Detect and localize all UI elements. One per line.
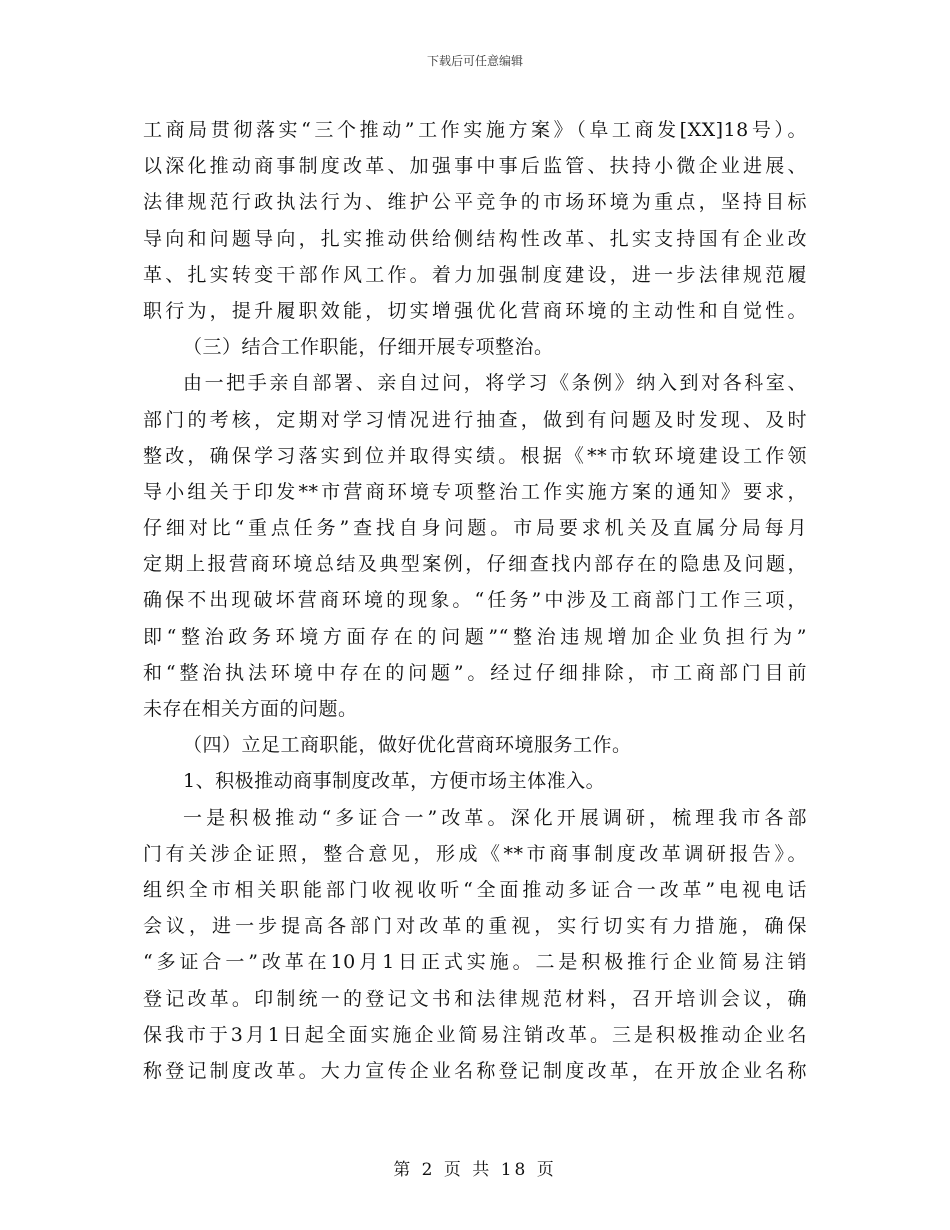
text-line: 会议，进一步提高各部门对改革的重视，实行切实有力措施，确保 <box>143 915 807 938</box>
text-line: “多证合一”改革在10月1日正式实施。二是积极推行企业简易注销 <box>143 951 807 974</box>
text-line: 职行为，提升履职效能，切实增强优化营商环境的主动性和自觉性。 <box>143 299 807 322</box>
text-line: 保我市于3月1日起全面实施企业简易注销改革。三是积极推动企业名 <box>143 1023 807 1046</box>
text-line: 革、扎实转变干部作风工作。着力加强制度建设，进一步法律规范履 <box>143 263 807 286</box>
text-line: 1、积极推动商事制度改革，方便市场主体准入。 <box>183 770 606 793</box>
text-line: 一是积极推动“多证合一”改革。深化开展调研，梳理我市各部 <box>183 806 807 829</box>
text-line: 由一把手亲自部署、亲自过问，将学习《条例》纳入到对各科室、 <box>183 372 807 395</box>
text-line: 登记改革。印制统一的登记文书和法律规范材料，召开培训会议，确 <box>143 987 807 1010</box>
page-header: 下载后可任意编辑 <box>426 54 523 68</box>
text-line: 工商局贯彻落实“三个推动”工作实施方案》（阜工商发[XX]18号）。 <box>143 119 807 141</box>
document-body <box>143 112 807 1089</box>
text-line: 部门的考核，定期对学习情况进行抽查，做到有问题及时发现、及时 <box>143 408 807 431</box>
text-line: 和“整治执法环境中存在的问题”。经过仔细排除，市工商部门目前 <box>143 661 807 684</box>
page-footer: 第 2 页 共 18 页 <box>393 1160 557 1180</box>
text-line: 导向和问题导向，扎实推动供给侧结构性改革、扎实支持国有企业改 <box>143 227 807 250</box>
text-line: 确保不出现破坏营商环境的现象。“任务”中涉及工商部门工作三项， <box>143 589 807 612</box>
text-line: （四）立足工商职能，做好优化营商环境服务工作。 <box>183 734 632 757</box>
text-line: 定期上报营商环境总结及典型案例，仔细查找内部存在的隐患及问题， <box>143 553 807 576</box>
text-line: 即“整治政务环境方面存在的问题”“整治违规增加企业负担行为” <box>143 625 807 648</box>
text-line: 以深化推动商事制度改革、加强事中事后监管、扶持小微企业进展、 <box>143 155 807 178</box>
text-line: 仔细对比“重点任务”查找自身问题。市局要求机关及直属分局每月 <box>143 517 807 540</box>
text-line: 导小组关于印发**市营商环境专项整治工作实施方案的通知》要求， <box>143 480 807 503</box>
text-line: 组织全市相关职能部门收视收听“全面推动多证合一改革”电视电话 <box>143 878 807 901</box>
text-line: 称登记制度改革。大力宣传企业名称登记制度改革，在开放企业名称 <box>143 1059 807 1082</box>
text-line: 整改，确保学习落实到位并取得实绩。根据《**市软环境建设工作领 <box>143 444 807 467</box>
text-line: （三）结合工作职能，仔细开展专项整治。 <box>183 336 554 359</box>
text-line: 门有关涉企证照，整合意见，形成《**市商事制度改革调研报告》。 <box>143 842 807 865</box>
text-line: 法律规范行政执法行为、维护公平竞争的市场环境为重点，坚持目标 <box>143 191 807 214</box>
text-line: 未存在相关方面的问题。 <box>143 698 358 720</box>
